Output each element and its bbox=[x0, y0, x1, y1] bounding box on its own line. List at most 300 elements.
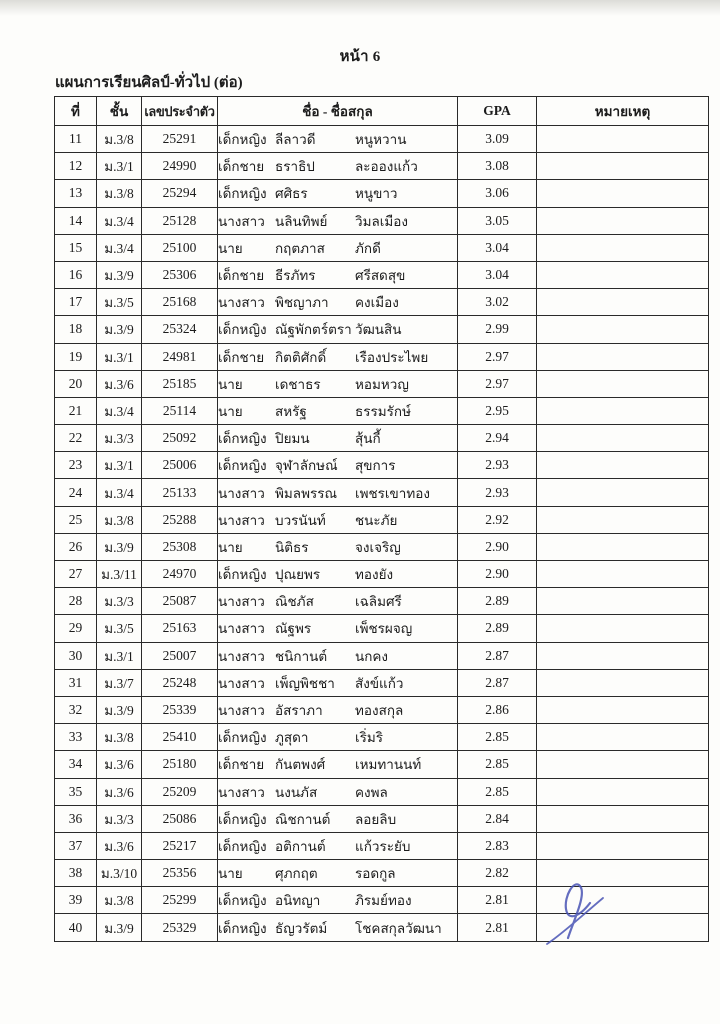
cell-row-number: 26 bbox=[55, 533, 97, 560]
table-row bbox=[55, 860, 709, 887]
cell-remark bbox=[537, 207, 709, 234]
cell-row-number: 13 bbox=[55, 180, 97, 207]
cell-gpa: 2.83 bbox=[458, 832, 537, 859]
cell-row-number: 15 bbox=[55, 234, 97, 261]
cell-student-id: 25100 bbox=[142, 234, 218, 261]
first-name: ณิชภัส bbox=[275, 594, 314, 610]
cell-student-id: 25217 bbox=[142, 832, 218, 859]
cell-gpa: 3.09 bbox=[458, 126, 537, 153]
cell-row-number: 38 bbox=[55, 860, 97, 887]
last-name: ละอองแก้ว bbox=[355, 159, 418, 175]
cell-gpa: 2.94 bbox=[458, 425, 537, 452]
table-row bbox=[55, 234, 709, 261]
name-title-prefix: นางสาว bbox=[218, 621, 265, 637]
first-name: ภูสุดา bbox=[275, 730, 309, 746]
cell-remark bbox=[537, 316, 709, 343]
cell-class: ม.3/8 bbox=[97, 887, 142, 914]
cell-class: ม.3/4 bbox=[97, 479, 142, 506]
first-name: บวรนันท์ bbox=[275, 512, 326, 528]
cell-gpa: 2.95 bbox=[458, 397, 537, 424]
last-name: เพ็ชรผจญ bbox=[355, 621, 413, 637]
cell-student-id: 24990 bbox=[142, 153, 218, 180]
cell-remark bbox=[537, 289, 709, 316]
cell-class: ม.3/6 bbox=[97, 370, 142, 397]
header-class: ชั้น bbox=[97, 97, 142, 126]
cell-row-number: 11 bbox=[55, 126, 97, 153]
cell-student-id: 25092 bbox=[142, 425, 218, 452]
cell-student-id: 25086 bbox=[142, 805, 218, 832]
first-name: นิติธร bbox=[275, 539, 309, 555]
cell-remark bbox=[537, 778, 709, 805]
cell-student-id: 25180 bbox=[142, 751, 218, 778]
cell-remark bbox=[537, 397, 709, 424]
cell-remark bbox=[537, 261, 709, 288]
cell-name bbox=[218, 724, 458, 751]
name-title-prefix: นางสาว bbox=[218, 485, 265, 501]
cell-name bbox=[218, 887, 458, 914]
table-row bbox=[55, 397, 709, 424]
last-name: ภักดี bbox=[355, 240, 381, 256]
first-name: นลินทิพย์ bbox=[275, 213, 328, 229]
table-row bbox=[55, 696, 709, 723]
cell-remark bbox=[537, 452, 709, 479]
cell-student-id: 25006 bbox=[142, 452, 218, 479]
cell-row-number: 33 bbox=[55, 724, 97, 751]
cell-gpa: 2.84 bbox=[458, 805, 537, 832]
cell-student-id: 25248 bbox=[142, 669, 218, 696]
cell-class: ม.3/9 bbox=[97, 316, 142, 343]
cell-name bbox=[218, 805, 458, 832]
cell-remark bbox=[537, 805, 709, 832]
cell-student-id: 25209 bbox=[142, 778, 218, 805]
cell-student-id: 25128 bbox=[142, 207, 218, 234]
name-title-prefix: เด็กหญิง bbox=[218, 458, 267, 474]
first-name: ธราธิป bbox=[275, 159, 315, 175]
cell-gpa: 2.87 bbox=[458, 669, 537, 696]
cell-name bbox=[218, 479, 458, 506]
table-row bbox=[55, 153, 709, 180]
cell-class: ม.3/9 bbox=[97, 696, 142, 723]
cell-row-number: 23 bbox=[55, 452, 97, 479]
cell-row-number: 28 bbox=[55, 588, 97, 615]
last-name: ศรีสดสุข bbox=[355, 268, 406, 284]
cell-student-id: 25007 bbox=[142, 642, 218, 669]
cell-remark bbox=[537, 153, 709, 180]
cell-class: ม.3/10 bbox=[97, 860, 142, 887]
cell-class: ม.3/8 bbox=[97, 506, 142, 533]
cell-remark bbox=[537, 724, 709, 751]
cell-row-number: 17 bbox=[55, 289, 97, 316]
cell-row-number: 32 bbox=[55, 696, 97, 723]
cell-class: ม.3/1 bbox=[97, 642, 142, 669]
cell-gpa: 2.89 bbox=[458, 615, 537, 642]
name-title-prefix: นาย bbox=[218, 376, 243, 392]
cell-remark bbox=[537, 343, 709, 370]
cell-student-id: 25324 bbox=[142, 316, 218, 343]
header-remark: หมายเหตุ bbox=[537, 97, 709, 126]
name-title-prefix: นางสาว bbox=[218, 648, 265, 664]
cell-row-number: 31 bbox=[55, 669, 97, 696]
cell-remark bbox=[537, 696, 709, 723]
cell-name bbox=[218, 425, 458, 452]
cell-class: ม.3/9 bbox=[97, 533, 142, 560]
cell-student-id: 24970 bbox=[142, 561, 218, 588]
cell-gpa: 2.90 bbox=[458, 533, 537, 560]
table-row bbox=[55, 180, 709, 207]
table-row bbox=[55, 425, 709, 452]
last-name: ทองยัง bbox=[355, 567, 394, 583]
cell-class: ม.3/6 bbox=[97, 778, 142, 805]
name-title-prefix: นางสาว bbox=[218, 675, 265, 691]
name-title-prefix: เด็กชาย bbox=[218, 159, 265, 175]
cell-gpa: 2.92 bbox=[458, 506, 537, 533]
name-title-prefix: นาย bbox=[218, 403, 243, 419]
name-title-prefix: เด็กชาย bbox=[218, 268, 265, 284]
cell-name bbox=[218, 588, 458, 615]
cell-gpa: 3.02 bbox=[458, 289, 537, 316]
last-name: สังข์แก้ว bbox=[355, 675, 404, 691]
first-name: พิชญาภา bbox=[275, 295, 329, 311]
last-name: หอมหวญ bbox=[355, 376, 409, 392]
cell-remark bbox=[537, 234, 709, 261]
cell-class: ม.3/9 bbox=[97, 261, 142, 288]
last-name: จงเจริญ bbox=[355, 539, 401, 555]
cell-gpa: 2.97 bbox=[458, 343, 537, 370]
cell-row-number: 30 bbox=[55, 642, 97, 669]
cell-name bbox=[218, 316, 458, 343]
cell-gpa: 2.97 bbox=[458, 370, 537, 397]
name-title-prefix: นางสาว bbox=[218, 784, 265, 800]
cell-row-number: 24 bbox=[55, 479, 97, 506]
table-row bbox=[55, 887, 709, 914]
cell-name bbox=[218, 261, 458, 288]
first-name: ชนิกานต์ bbox=[275, 648, 328, 664]
table-row bbox=[55, 914, 709, 941]
first-name: สหรัฐ bbox=[275, 403, 307, 419]
cell-class: ม.3/1 bbox=[97, 343, 142, 370]
cell-class: ม.3/9 bbox=[97, 914, 142, 941]
cell-name bbox=[218, 669, 458, 696]
header-gpa: GPA bbox=[458, 97, 537, 126]
first-name: กิตติศักดิ์ bbox=[275, 349, 327, 365]
cell-name bbox=[218, 289, 458, 316]
cell-name bbox=[218, 397, 458, 424]
cell-class: ม.3/1 bbox=[97, 452, 142, 479]
cell-name bbox=[218, 153, 458, 180]
name-title-prefix: นาย bbox=[218, 539, 243, 555]
name-title-prefix: นางสาว bbox=[218, 594, 265, 610]
last-name: หนูขาว bbox=[355, 186, 398, 202]
cell-gpa: 3.06 bbox=[458, 180, 537, 207]
cell-gpa: 2.85 bbox=[458, 751, 537, 778]
last-name: เหมทานนท์ bbox=[355, 757, 422, 773]
name-title-prefix: นางสาว bbox=[218, 213, 265, 229]
cell-remark bbox=[537, 126, 709, 153]
cell-row-number: 18 bbox=[55, 316, 97, 343]
cell-row-number: 19 bbox=[55, 343, 97, 370]
cell-name bbox=[218, 778, 458, 805]
cell-remark bbox=[537, 669, 709, 696]
cell-remark bbox=[537, 479, 709, 506]
cell-student-id: 25410 bbox=[142, 724, 218, 751]
cell-remark bbox=[537, 370, 709, 397]
cell-name bbox=[218, 615, 458, 642]
cell-class: ม.3/4 bbox=[97, 234, 142, 261]
cell-row-number: 21 bbox=[55, 397, 97, 424]
table-row bbox=[55, 778, 709, 805]
cell-gpa: 2.85 bbox=[458, 778, 537, 805]
first-name: ธัญวรัตม์ bbox=[275, 920, 328, 936]
last-name: แก้วระยับ bbox=[355, 838, 411, 854]
cell-row-number: 35 bbox=[55, 778, 97, 805]
first-name: เพ็ญพิชชา bbox=[275, 675, 335, 691]
cell-student-id: 25133 bbox=[142, 479, 218, 506]
cell-remark bbox=[537, 588, 709, 615]
table-row bbox=[55, 832, 709, 859]
last-name: ชนะภัย bbox=[355, 512, 398, 528]
last-name: รอดกูล bbox=[355, 866, 396, 882]
table-row bbox=[55, 261, 709, 288]
cell-row-number: 40 bbox=[55, 914, 97, 941]
first-name: กฤตภาส bbox=[275, 240, 325, 256]
cell-gpa: 2.93 bbox=[458, 452, 537, 479]
last-name: สุ้นกี้ bbox=[355, 431, 381, 447]
doc-title: แผนการเรียนศิลป์-ทั่วไป (ต่อ) bbox=[55, 75, 243, 91]
cell-name bbox=[218, 207, 458, 234]
cell-student-id: 25087 bbox=[142, 588, 218, 615]
last-name: วัฒนสิน bbox=[355, 322, 402, 338]
name-title-prefix: เด็กหญิง bbox=[218, 838, 267, 854]
cell-class: ม.3/4 bbox=[97, 207, 142, 234]
table-row bbox=[55, 506, 709, 533]
first-name: ธีรภัทร bbox=[275, 268, 316, 284]
cell-class: ม.3/3 bbox=[97, 805, 142, 832]
table-row bbox=[55, 207, 709, 234]
table-row bbox=[55, 805, 709, 832]
header-no: ที่ bbox=[55, 97, 97, 126]
table-row bbox=[55, 479, 709, 506]
cell-name bbox=[218, 751, 458, 778]
cell-remark bbox=[537, 887, 709, 914]
cell-remark bbox=[537, 615, 709, 642]
cell-gpa: 2.82 bbox=[458, 860, 537, 887]
first-name: ลีลาวดี bbox=[275, 132, 316, 148]
name-title-prefix: เด็กหญิง bbox=[218, 730, 267, 746]
cell-student-id: 25185 bbox=[142, 370, 218, 397]
cell-class: ม.3/5 bbox=[97, 615, 142, 642]
cell-gpa: 2.81 bbox=[458, 914, 537, 941]
first-name: เดชาธร bbox=[275, 376, 321, 392]
cell-name bbox=[218, 832, 458, 859]
table-row bbox=[55, 452, 709, 479]
cell-name bbox=[218, 860, 458, 887]
first-name: ปุณยพร bbox=[275, 567, 321, 583]
last-name: วิมลเมือง bbox=[355, 213, 408, 229]
cell-gpa: 2.93 bbox=[458, 479, 537, 506]
cell-name bbox=[218, 370, 458, 397]
last-name: เริ่มริ bbox=[355, 730, 384, 746]
cell-row-number: 39 bbox=[55, 887, 97, 914]
cell-remark bbox=[537, 832, 709, 859]
last-name: ภิรมย์ทอง bbox=[355, 893, 412, 909]
cell-remark bbox=[537, 642, 709, 669]
cell-row-number: 34 bbox=[55, 751, 97, 778]
name-title-prefix: เด็กหญิง bbox=[218, 893, 267, 909]
table-row bbox=[55, 316, 709, 343]
cell-gpa: 2.85 bbox=[458, 724, 537, 751]
cell-row-number: 12 bbox=[55, 153, 97, 180]
cell-student-id: 25114 bbox=[142, 397, 218, 424]
cell-class: ม.3/6 bbox=[97, 832, 142, 859]
name-title-prefix: นางสาว bbox=[218, 295, 265, 311]
name-title-prefix: นางสาว bbox=[218, 703, 265, 719]
cell-gpa: 2.86 bbox=[458, 696, 537, 723]
page-number: หน้า 6 bbox=[339, 49, 381, 65]
table-row bbox=[55, 751, 709, 778]
cell-student-id: 25306 bbox=[142, 261, 218, 288]
cell-remark bbox=[537, 860, 709, 887]
cell-remark bbox=[537, 506, 709, 533]
student-gpa-table bbox=[54, 96, 709, 942]
cell-name bbox=[218, 180, 458, 207]
first-name: ณัฐพักตร์ตรา bbox=[275, 322, 352, 338]
student-table-body bbox=[55, 126, 709, 942]
name-title-prefix: นาย bbox=[218, 866, 243, 882]
last-name: คงพล bbox=[355, 784, 388, 800]
cell-student-id: 24981 bbox=[142, 343, 218, 370]
cell-row-number: 16 bbox=[55, 261, 97, 288]
cell-class: ม.3/8 bbox=[97, 180, 142, 207]
table-row bbox=[55, 642, 709, 669]
table-row bbox=[55, 669, 709, 696]
name-title-prefix: เด็กหญิง bbox=[218, 431, 267, 447]
cell-row-number: 22 bbox=[55, 425, 97, 452]
cell-name bbox=[218, 642, 458, 669]
cell-student-id: 25163 bbox=[142, 615, 218, 642]
table-row bbox=[55, 588, 709, 615]
cell-row-number: 37 bbox=[55, 832, 97, 859]
first-name: นงนภัส bbox=[275, 784, 318, 800]
cell-name bbox=[218, 696, 458, 723]
name-title-prefix: เด็กหญิง bbox=[218, 567, 267, 583]
name-title-prefix: นางสาว bbox=[218, 512, 265, 528]
first-name: จุฬาลักษณ์ bbox=[275, 458, 338, 474]
cell-name bbox=[218, 343, 458, 370]
cell-class: ม.3/8 bbox=[97, 126, 142, 153]
last-name: เรืองประไพย bbox=[355, 349, 429, 365]
cell-student-id: 25294 bbox=[142, 180, 218, 207]
cell-student-id: 25168 bbox=[142, 289, 218, 316]
cell-name bbox=[218, 234, 458, 261]
last-name: ลอยลิบ bbox=[355, 811, 397, 827]
table-row bbox=[55, 561, 709, 588]
cell-student-id: 25291 bbox=[142, 126, 218, 153]
name-title-prefix: เด็กชาย bbox=[218, 349, 265, 365]
name-title-prefix: เด็กหญิง bbox=[218, 322, 267, 338]
cell-class: ม.3/8 bbox=[97, 724, 142, 751]
last-name: คงเมือง bbox=[355, 295, 399, 311]
cell-student-id: 25329 bbox=[142, 914, 218, 941]
table-row bbox=[55, 533, 709, 560]
first-name: ปิยมน bbox=[275, 431, 310, 447]
cell-name bbox=[218, 452, 458, 479]
cell-row-number: 25 bbox=[55, 506, 97, 533]
cell-gpa: 2.99 bbox=[458, 316, 537, 343]
cell-class: ม.3/11 bbox=[97, 561, 142, 588]
cell-row-number: 14 bbox=[55, 207, 97, 234]
cell-remark bbox=[537, 561, 709, 588]
name-title-prefix: เด็กชาย bbox=[218, 757, 265, 773]
cell-name bbox=[218, 126, 458, 153]
cell-gpa: 2.90 bbox=[458, 561, 537, 588]
cell-remark bbox=[537, 914, 709, 941]
cell-class: ม.3/1 bbox=[97, 153, 142, 180]
name-title-prefix: นาย bbox=[218, 240, 243, 256]
cell-row-number: 36 bbox=[55, 805, 97, 832]
cell-name bbox=[218, 914, 458, 941]
table-row bbox=[55, 724, 709, 751]
cell-class: ม.3/6 bbox=[97, 751, 142, 778]
table-row bbox=[55, 615, 709, 642]
first-name: กันตพงศ์ bbox=[275, 757, 326, 773]
table-header-row bbox=[55, 97, 709, 126]
last-name: เฉลิมศรี bbox=[355, 594, 402, 610]
cell-remark bbox=[537, 533, 709, 560]
cell-row-number: 27 bbox=[55, 561, 97, 588]
cell-remark bbox=[537, 751, 709, 778]
table-row bbox=[55, 126, 709, 153]
header-name: ชื่อ - ชื่อสกุล bbox=[218, 97, 458, 126]
cell-gpa: 3.04 bbox=[458, 261, 537, 288]
cell-class: ม.3/7 bbox=[97, 669, 142, 696]
cell-name bbox=[218, 561, 458, 588]
name-title-prefix: เด็กหญิง bbox=[218, 920, 267, 936]
first-name: ณัฐพร bbox=[275, 621, 312, 637]
first-name: พิมลพรรณ bbox=[275, 485, 337, 501]
last-name: สุขการ bbox=[355, 458, 396, 474]
cell-gpa: 3.04 bbox=[458, 234, 537, 261]
cell-class: ม.3/4 bbox=[97, 397, 142, 424]
table-row bbox=[55, 370, 709, 397]
table-row bbox=[55, 343, 709, 370]
cell-gpa: 3.05 bbox=[458, 207, 537, 234]
cell-student-id: 25299 bbox=[142, 887, 218, 914]
last-name: นกคง bbox=[355, 648, 389, 664]
first-name: ณิชกานต์ bbox=[275, 811, 331, 827]
cell-student-id: 25288 bbox=[142, 506, 218, 533]
first-name: ศุภกฤต bbox=[275, 866, 318, 882]
cell-remark bbox=[537, 180, 709, 207]
cell-gpa: 2.81 bbox=[458, 887, 537, 914]
cell-class: ม.3/5 bbox=[97, 289, 142, 316]
cell-name bbox=[218, 506, 458, 533]
name-title-prefix: เด็กหญิง bbox=[218, 811, 267, 827]
first-name: อนิทญา bbox=[275, 893, 321, 909]
last-name: หนูหวาน bbox=[355, 132, 407, 148]
cell-class: ม.3/3 bbox=[97, 588, 142, 615]
scan-edge-shading bbox=[0, 0, 720, 16]
cell-remark bbox=[537, 425, 709, 452]
cell-student-id: 25339 bbox=[142, 696, 218, 723]
cell-student-id: 25308 bbox=[142, 533, 218, 560]
first-name: อัสราภา bbox=[275, 703, 323, 719]
first-name: อติกานต์ bbox=[275, 838, 326, 854]
cell-name bbox=[218, 533, 458, 560]
cell-row-number: 20 bbox=[55, 370, 97, 397]
last-name: เพชรเขาทอง bbox=[355, 485, 430, 501]
cell-class: ม.3/3 bbox=[97, 425, 142, 452]
name-title-prefix: เด็กหญิง bbox=[218, 132, 267, 148]
